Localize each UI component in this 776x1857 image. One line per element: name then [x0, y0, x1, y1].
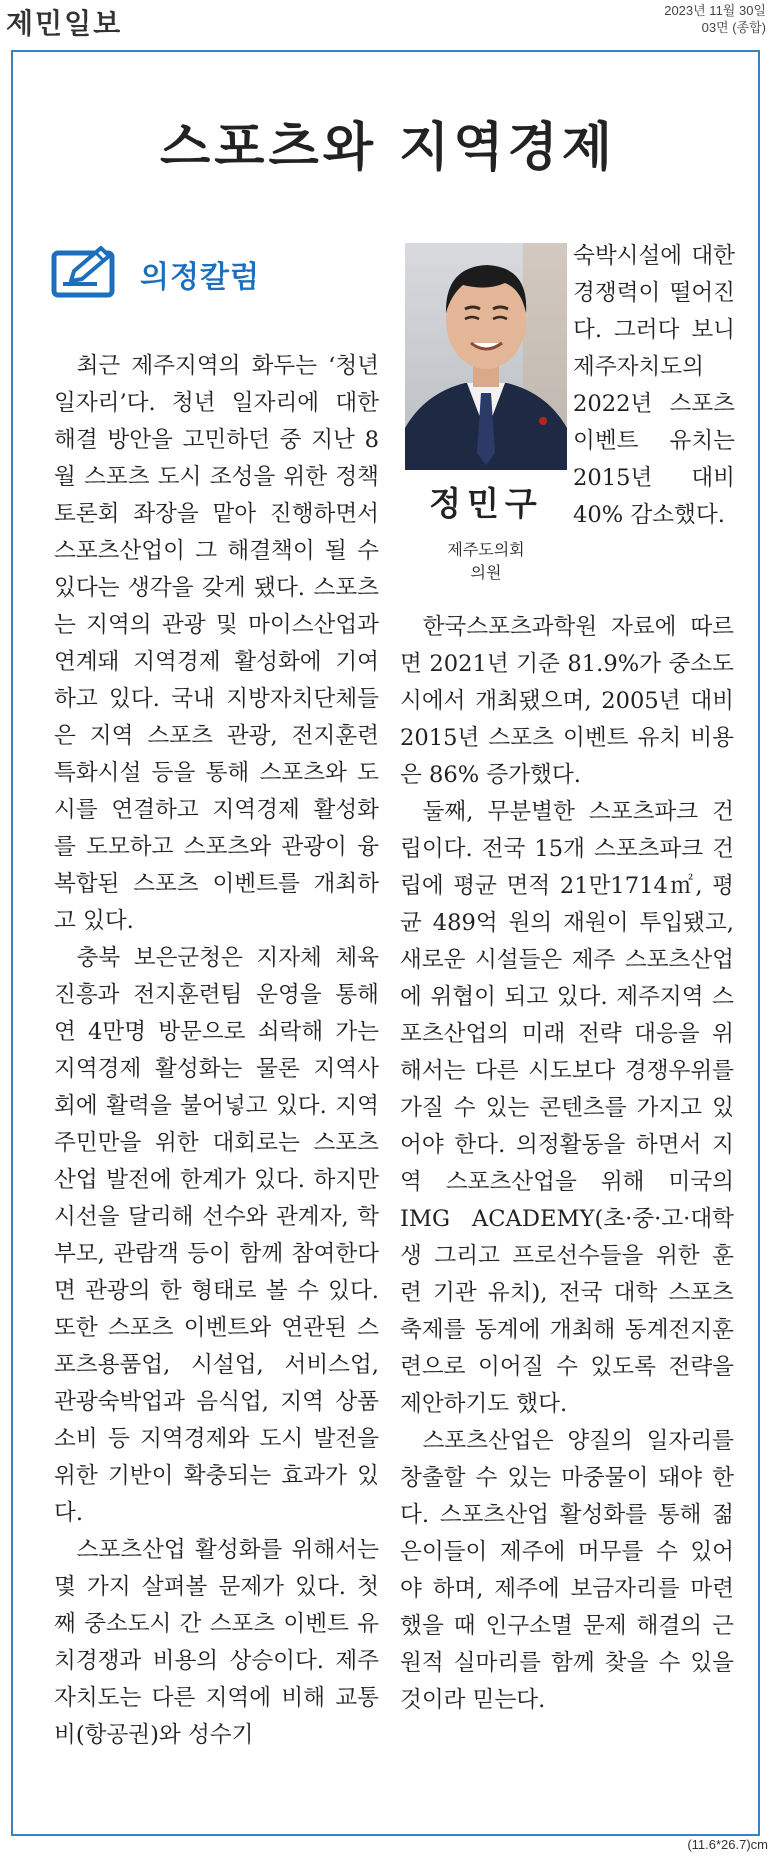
- paragraph: 최근 제주지역의 화두는 ‘청년 일자리’다. 청년 일자리에 대한 해결 방안을 고민하던 중 지난 8월 스포츠 도시 조성을 위한 정책 토론회 좌장을 맡아 진행하면서 스포츠산업이 그 해결책이 될 수 있다는 생각을 갖게 됐다. 스포츠는 지역의 관광 및 마이스산업과 연계돼 지역경제 활성화에 기여하고 있다. 국내 지방자치단체들은 지역 스포츠 관광, 전지훈련 특화시설 등을 통해 스포츠와 도시를 연결하고 지역경제 활성화를 도모하고 스포츠와 관광이 융복합된 스포츠 이벤트를 개최하고 있다.: [54, 353, 379, 934]
- article-body-right: [400, 609, 734, 1719]
- author-affiliation: 제주도의회: [447, 540, 525, 559]
- paragraph: 숙박시설에 대한 경쟁력이 떨어진다. 그러다 보니 제주자치도의 2022년 스포츠 이벤트 유치는 2015년 대비 40% 감소했다.: [573, 243, 735, 528]
- page-number: 03면 (종합): [701, 20, 766, 35]
- publication-info: [664, 2, 766, 36]
- publication-date: 2023년 11월 30일: [664, 3, 766, 18]
- paragraph: 한국스포츠과학원 자료에 따르면 2021년 기준 81.9%가 중소도시에서 개최됐으며, 2005년 대비 2015년 스포츠 이벤트 유치 비용은 86% 증가했다.: [400, 614, 734, 788]
- paragraph: 둘째, 무분별한 스포츠파크 건립이다. 전국 15개 스포츠파크 건립에 평균 면적 21만1714㎡, 평균 489억 원의 재원이 투입됐고, 새로운 시설들은 제주 스포츠산업에 위협이 되고 있다. 제주지역 스포츠산업의 미래 전략 대응을 위해서는 다른 시도보다 경쟁우위를 가질 수 있는 콘텐츠를 가지고 있어야 한다. 의정활동을 하면서 지역 스포츠산업을 위해 미국의 IMG ACADEMY(초·중·고·대학생 그리고 프로선수들을 위한 훈련 기관 유치), 전국 대학 스포츠 축제를 동계에 개최해 동계전지훈련으로 이어질 수 있도록 전략을 제안하기도 했다.: [400, 799, 734, 1417]
- paragraph: 충북 보은군청은 지자체 체육진흥과 전지훈련팀 운영을 통해 연 4만명 방문으로 쇠락해 가는 지역경제 활성화는 물론 지역사회에 활력을 불어넣고 있다. 지역주민만을 위한 대회로는 스포츠산업 발전에 한계가 있다. 하지만 시선을 달리해 선수와 관계자, 학부모, 관람객 등이 함께 참여한다면 관광의 한 형태로 볼 수 있다. 또한 스포츠 이벤트와 연관된 스포츠용품업, 시설업, 서비스업, 관광숙박업과 음식업, 지역 상품 소비 등 지역경제와 도시 발전을 위한 기반이 확충되는 효과가 있다.: [54, 945, 379, 1526]
- author-position: 의원: [470, 563, 502, 582]
- paragraph: 스포츠산업 활성화를 위해서는 몇 가지 살펴볼 문제가 있다. 첫째 중소도시 간 스포츠 이벤트 유치경쟁과 비용의 상승이다. 제주자치도는 다른 지역에 비해 교통비(항공권)와 성수기: [54, 1537, 379, 1748]
- author-name: 정민구: [429, 484, 543, 523]
- author-photo: [405, 243, 567, 470]
- paragraph: 스포츠산업은 양질의 일자리를 창출할 수 있는 마중물이 돼야 한다. 스포츠산업 활성화를 통해 젊은이들이 제주에 머무를 수 있어야 하며, 제주에 보금자리를 마련했을 때 인구소멸 문제 해결의 근원적 실마리를 함께 찾을 수 있을 것이라 믿는다.: [400, 1428, 734, 1713]
- author-role: [405, 538, 567, 584]
- column-label: 의정칼럼: [140, 260, 260, 295]
- article-body-right-top: [573, 238, 735, 534]
- article-body-left: [54, 348, 379, 1754]
- newspaper-name: 제민일보: [6, 7, 123, 40]
- pencil-note-icon: [51, 245, 121, 300]
- masthead: [0, 0, 776, 44]
- article-size-note: (11.6*26.7)cm: [687, 1837, 768, 1852]
- article-headline: 스포츠와 지역경제: [160, 117, 616, 178]
